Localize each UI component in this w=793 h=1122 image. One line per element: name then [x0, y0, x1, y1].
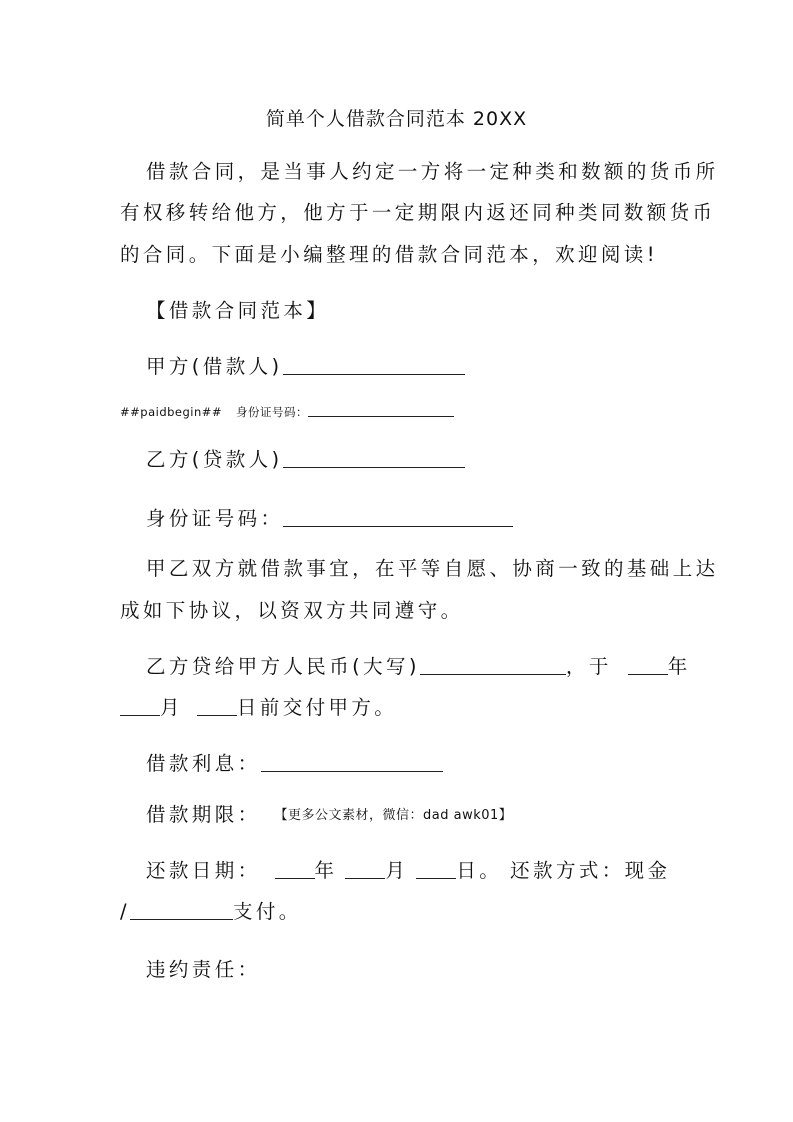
repay-day-blank[interactable] — [416, 858, 456, 879]
repay-slash: / — [120, 900, 130, 923]
agreement-line-1: 甲乙双方就借款事宜，在平等自愿、协商一致的基础上达 — [146, 557, 719, 580]
party-a-label: 甲方(借款人) — [146, 355, 283, 378]
loan-day-blank[interactable] — [197, 695, 237, 716]
loan-prefix: 乙方贷给甲方人民币(大写) — [146, 655, 420, 678]
ad-note: 【更多公文素材，微信：dad awk01】 — [274, 808, 513, 823]
loan-day-text: 日前交付甲方。 — [236, 696, 398, 719]
repay-day-label: 日。 — [456, 859, 503, 882]
loan-year-blank[interactable] — [628, 654, 668, 675]
repay-label: 还款日期： — [146, 859, 261, 882]
repay-year-label: 年 — [314, 859, 338, 882]
document-title: 简单个人借款合同范本 20XX — [265, 108, 528, 130]
paid-marker-row — [120, 404, 454, 420]
interest-row — [146, 750, 443, 778]
repay-row-1 — [146, 857, 670, 885]
section-heading: 【借款合同范本】 — [146, 299, 330, 322]
repay-month-blank[interactable] — [345, 858, 385, 879]
party-b-row — [146, 446, 465, 474]
loan-month-blank[interactable] — [120, 695, 160, 716]
party-a-row — [146, 353, 465, 381]
loan-row-2 — [120, 694, 397, 722]
term-row — [146, 801, 512, 830]
loan-row-1 — [146, 653, 691, 681]
intro-line-1: 借款合同，是当事人约定一方将一定种类和数额的货币所 — [146, 160, 719, 183]
amount-blank[interactable] — [420, 654, 566, 675]
id-label: 身份证号码： — [146, 507, 284, 530]
interest-label: 借款利息： — [146, 752, 261, 775]
party-a-blank[interactable] — [283, 354, 465, 375]
id-number-blank[interactable] — [283, 506, 513, 527]
intro-line-3: 的合同。下面是小编整理的借款合同范本，欢迎阅读! — [120, 243, 658, 266]
id-small-blank[interactable] — [308, 404, 454, 417]
intro-line-2: 有权移转给他方，他方于一定期限内返还同种类同数额货币 — [120, 201, 716, 224]
party-b-blank[interactable] — [283, 447, 465, 468]
term-label: 借款期限： — [146, 803, 261, 826]
loan-comma-yu: ，于 — [565, 655, 612, 678]
paid-marker: ##paidbegin## — [120, 405, 223, 419]
loan-year-label: 年 — [667, 655, 691, 678]
repay-method: 还款方式：现金 — [510, 859, 671, 882]
id-small-label: 身份证号码： — [236, 405, 309, 419]
interest-blank[interactable] — [261, 751, 443, 772]
repay-row-2 — [120, 898, 302, 926]
id-number-row — [146, 505, 513, 533]
party-b-label: 乙方(贷款人) — [146, 448, 283, 471]
agreement-line-2: 成如下协议，以资双方共同遵守。 — [120, 599, 464, 622]
repay-method-blank[interactable] — [130, 899, 233, 920]
repay-year-blank[interactable] — [275, 858, 315, 879]
repay-month-label: 月 — [385, 859, 409, 882]
loan-month-label: 月 — [160, 696, 183, 719]
breach-label: 违约责任： — [146, 958, 261, 981]
repay-pay: 支付。 — [232, 900, 302, 923]
